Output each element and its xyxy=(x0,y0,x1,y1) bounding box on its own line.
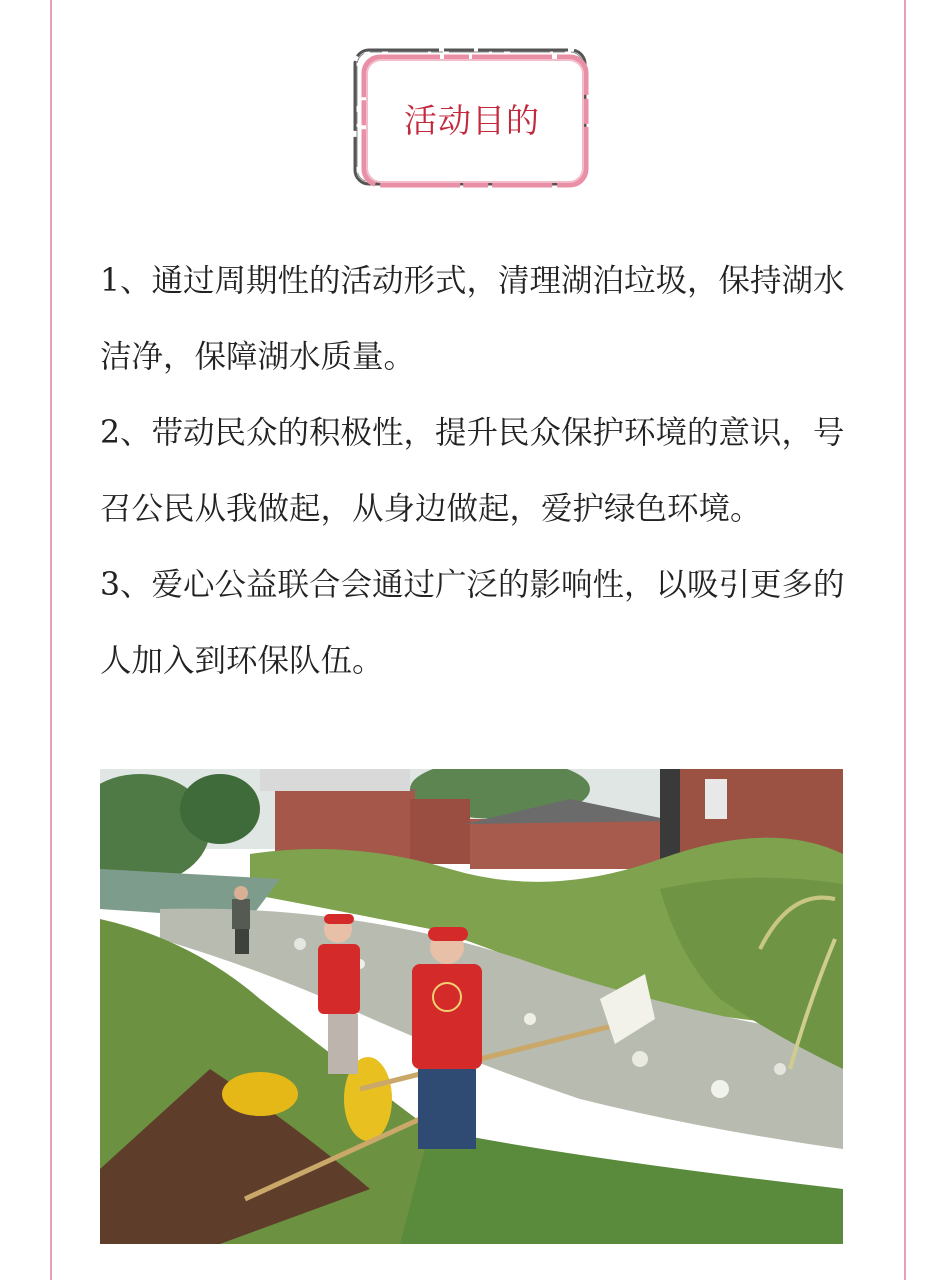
left-border-line xyxy=(50,0,52,1280)
section-title: 活动目的 xyxy=(404,100,540,140)
paragraph-3: 3、爱心公益联合会通过广泛的影响性，以吸引更多的人加入到环保队伍。 xyxy=(100,567,845,679)
right-border-line xyxy=(904,0,906,1280)
body-text xyxy=(100,243,845,699)
paragraph-1: 1、通过周期性的活动形式，清理湖泊垃圾，保持湖水洁净，保障湖水质量。 xyxy=(100,263,845,375)
volunteer-cleanup-photo xyxy=(100,769,843,1244)
paragraph-2: 2、带动民众的积极性，提升民众保护环境的意识，号召公民从我做起，从身边做起，爱护绿色环境。 xyxy=(100,415,845,527)
title-frame xyxy=(352,47,592,189)
